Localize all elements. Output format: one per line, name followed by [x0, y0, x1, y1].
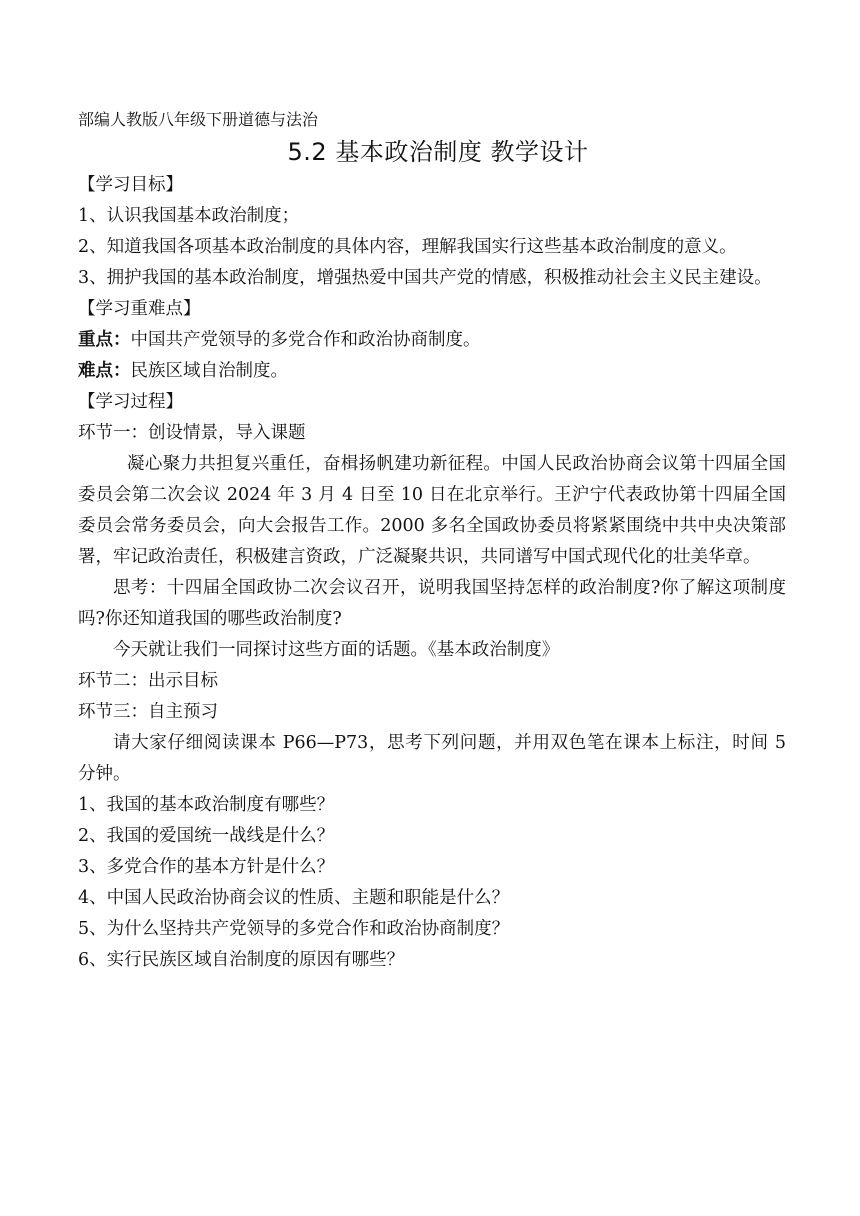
goal-item: 3、拥护我国的基本政治制度，增强热爱中国共产党的情感，积极推动社会主义民主建设。 — [78, 268, 772, 288]
question-item: 4、中国人民政治协商会议的性质、主题和职能是什么？ — [78, 888, 510, 908]
question-item: 6、实行民族区域自治制度的原因有哪些？ — [78, 950, 405, 970]
step-two-heading: 环节二：出示目标 — [78, 671, 218, 691]
question-item: 5、为什么坚持共产党领导的多党合作和政治协商制度？ — [78, 919, 510, 939]
intro-paragraph: 今天就让我们一同探讨这些方面的话题。《基本政治制度》 — [113, 640, 560, 660]
difficulty-line — [78, 356, 786, 387]
document-title: 5.2 基本政治制度 教学设计 — [287, 138, 589, 166]
think-paragraph: 思考：十四届全国政协二次会议召开，说明我国坚持怎样的政治制度?你了解这项制度吗?你还知道我国的哪些政治制度? — [78, 578, 786, 629]
series-label: 部编人教版八年级下册道德与法治 — [78, 110, 319, 129]
goals-heading: 【学习目标】 — [78, 175, 183, 195]
key-points-heading: 【学习重难点】 — [78, 299, 201, 319]
step-one-heading: 环节一：创设情景，导入课题 — [78, 423, 306, 443]
goal-item: 2、知道我国各项基本政治制度的具体内容，理解我国实行这些基本政治制度的意义。 — [78, 237, 737, 257]
focus-text: 中国共产党领导的多党合作和政治协商制度。 — [130, 330, 481, 350]
difficulty-text: 民族区域自治制度。 — [130, 361, 288, 381]
focus-label: 重点： — [78, 330, 131, 350]
document-page — [78, 108, 786, 976]
preview-paragraph: 请大家仔细阅读课本 P66—P73，思考下列问题，并用双色笔在课本上标注，时间 5 分钟。 — [78, 733, 786, 784]
focus-line — [78, 325, 786, 356]
news-paragraph: 凝心聚力共担复兴重任，奋楫扬帆建功新征程。中国人民政治协商会议第十四届全国委员会第二次会议 2024 年 3 月 4 日至 10 日在北京举行。王沪宁代表政协第十四届全国委员会常务委员会，向大会报告工作。2000 多名全国政协委员将紧紧围绕中共中央决策部署，牢记政治责任，积极建言资政，广泛凝聚共识，共同谱写中国式现代化的壮美华章。 — [78, 454, 786, 567]
question-item: 3、多党合作的基本方针是什么？ — [78, 857, 335, 877]
goal-item: 1、认识我国基本政治制度； — [78, 206, 300, 226]
difficulty-label: 难点： — [78, 361, 131, 381]
question-item: 1、我国的基本政治制度有哪些？ — [78, 795, 335, 815]
question-item: 2、我国的爱国统一战线是什么？ — [78, 826, 335, 846]
process-heading: 【学习过程】 — [78, 392, 183, 412]
step-three-heading: 环节三：自主预习 — [78, 702, 218, 722]
